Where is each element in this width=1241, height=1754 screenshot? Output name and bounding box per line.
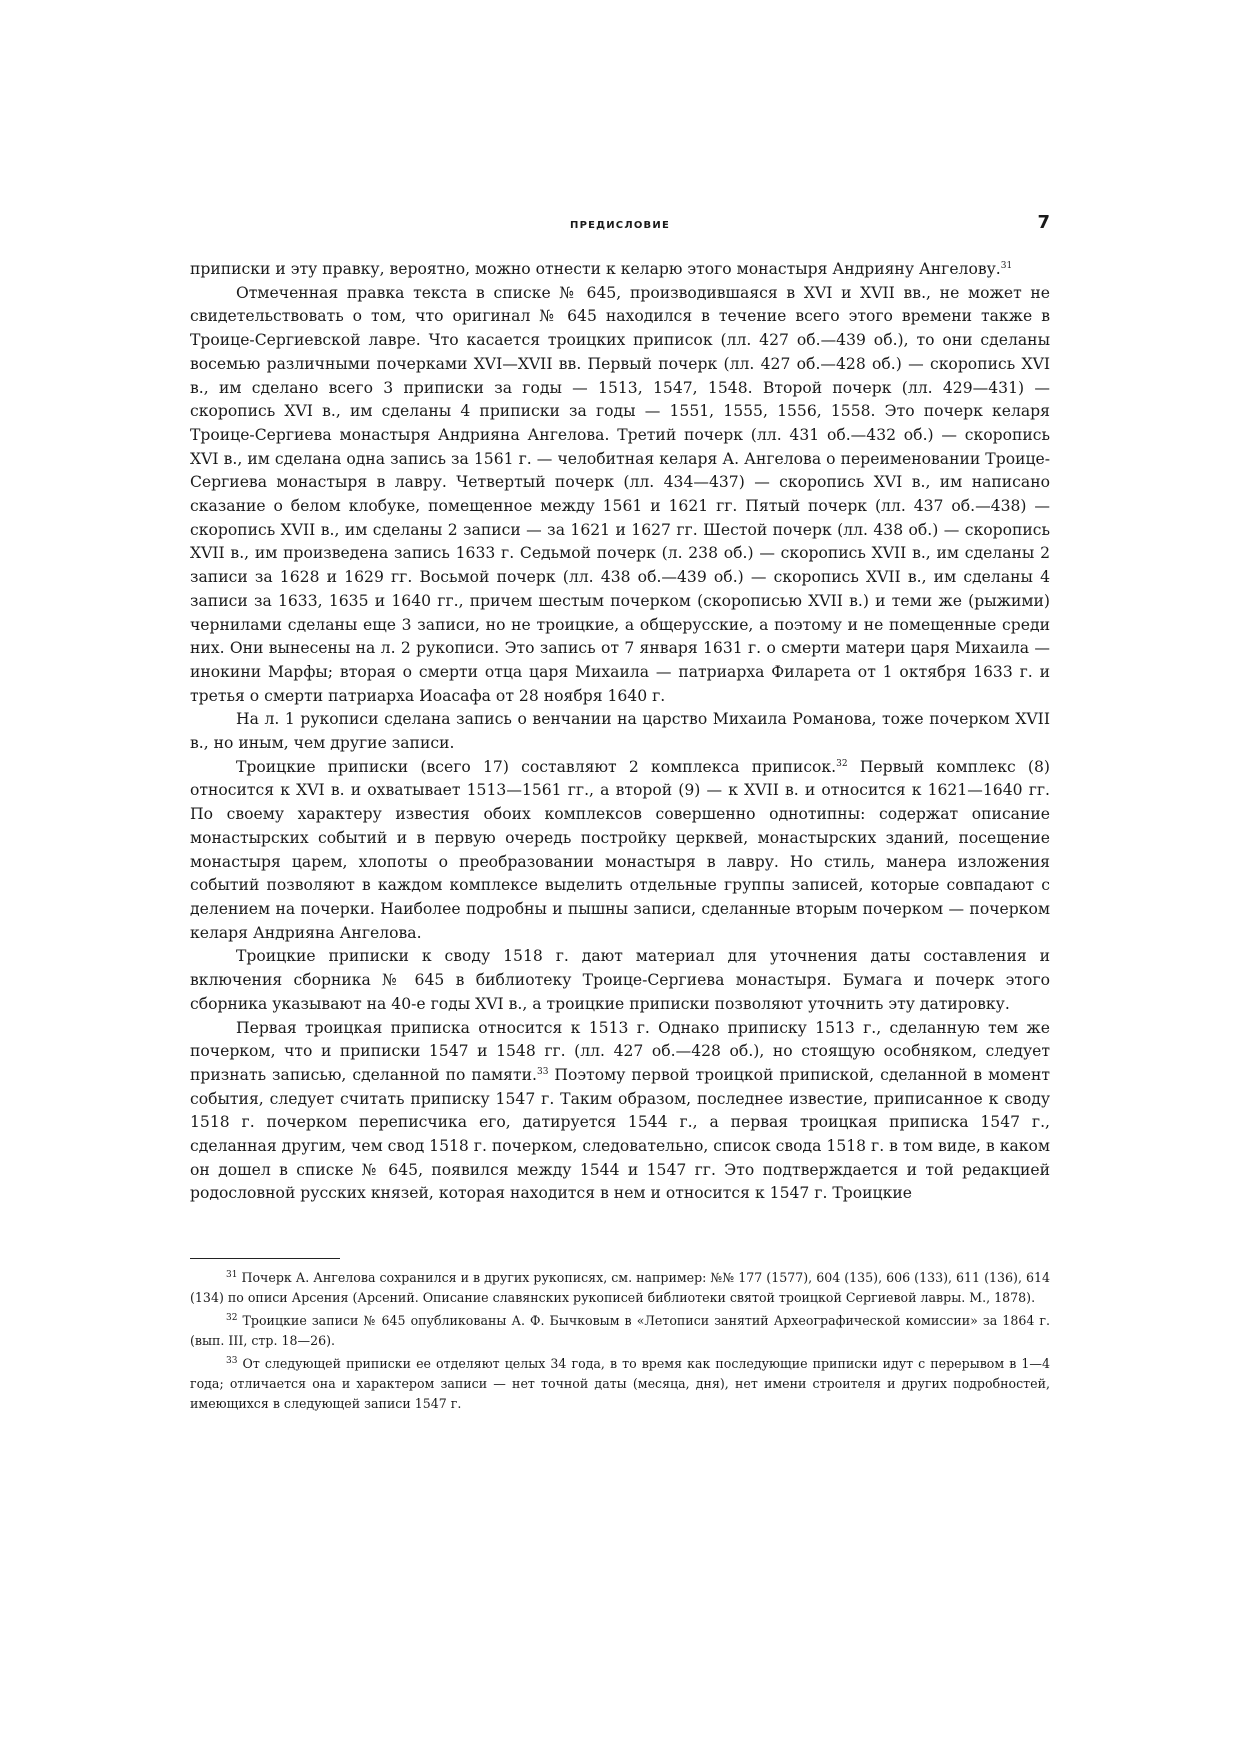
footnote-ref: 33: [536, 1066, 549, 1077]
page-header: [190, 212, 1050, 242]
footnote: $^{32}$ Троицкие записи № 645 опубликованы А. Ф. Бычковым в «Летописи занятий Археографической комиссии» за 1864 г. (вып. III, стр. 18—26).: [190, 1312, 1051, 1348]
paragraph: Первая троицкая приписка относится к 1513 г. Однако приписку 1513 г., сделанную тем же почерком, что и приписки 1547 и 1548 гг. (лл. 427 об.—428 об.), но стоящую особняком, следует признать записью, сделанной по памяти.$^{33}$ Поэтому первой троицкой припиской, сделанной в момент события, следует считать приписку 1547 г. Таким образом, последнее известие, приписанное к своду 1518 г. почерком переписчика его, датируется 1544 г., а первая троицкая приписка 1547 г., сделанная другим, чем свод 1518 г. почерком, следовательно, список свода 1518 г. в том виде, в каком он дошел в списке № 645, появился между 1544 и 1547 гг. Это подтверждается и той редакцией родословной русских князей, которая находится в нем и относится к 1547 г. Троицкие: [190, 1018, 1050, 1203]
footnote-ref: 32: [836, 758, 848, 769]
footnote-mark: 32: [226, 1312, 238, 1323]
footnote: $^{33}$ От следующей приписки ее отделяют целых 34 года, в то время как последующие приписки идут с перерывом в 1—4 года; отличается она и характером записи — нет точной даты (месяца, дня), нет имени строителя и других подробностей, имеющихся в следующей записи 1547 г.: [190, 1355, 1050, 1411]
paragraph: Отмеченная правка текста в списке № 645, производившаяся в XVI и XVII вв., не может не свидетельствовать о том, что оригинал № 645 находился в течение всего этого времени также в Троице-Сергиевской лавре. Что касается троицких приписок (лл. 427 об.—439 об.), то они сделаны восемью различными почерками XVI—XVII вв. Первый почерк (лл. 427 об.—428 об.) — скоропись XVI в., им сделано всего 3 приписки за годы — 1513, 1547, 1548. Второй почерк (лл. 429—431) — скоропись XVI в., им сделаны 4 приписки за годы — 1551, 1555, 1556, 1558. Это почерк келаря Троице-Сергиева монастыря Андрияна Ангелова. Третий почерк (лл. 431 об.—432 об.) — скоропись XVI в., им сделана одна запись за 1561 г. — челобитная келаря А. Ангелова о переименовании Троице-Сергиева монастыря в лавру. Четвертый почерк (лл. 434—437) — скоропись XVI в., им написано сказание о белом клобуке, помещенное между 1561 и 1621 гг. Пятый почерк (лл. 437 об.—438) — скоропись XVII в., им сделаны 2 записи — за 1621 и 1627 гг. Шестой почерк (лл. 438 об.) — скоропись XVII в., им произведена запись 1633 г. Седьмой почерк (л. 238 об.) — скоропись XVII в., им сделаны 2 записи за 1628 и 1629 гг. Восьмой почерк (лл. 438 об.—439 об.) — скоропись XVII в., им сделаны 4 записи за 1633, 1635 и 1640 гг., причем шестым почерком (скорописью XVII в.) и теми же (рыжими) чернилами сделаны еще 3 записи, но не троицкие, а общерусские, а поэтому и не помещенные среди них. Они вынесены на л. 2 рукописи. Это запись от 7 января 1631 г. о смерти матери царя Михаила — инокини Марфы; вторая о смерти отца царя Михаила — патриарха Филарета от 1 октября 1633 г. и третья о смерти патриарха Иоасафа от 28 ноября 1640 г.: [190, 283, 1050, 705]
footnote-mark: 31: [226, 1269, 238, 1280]
footnote-ref: 31: [1000, 260, 1013, 271]
main-text: [190, 258, 1050, 1206]
paragraph: Троицкие приписки (всего 17) составляют 2 комплекса приписок.$^{32}$ Первый комплекс (8) относится к XVI в. и охватывает 1513—1561 гг., а второй (9) — к XVII в. и относится к 1621—1640 гг. По своему характеру известия обоих комплексов совершенно однотипны: содержат описание монастырских событий и в первую очередь постройку церквей, монастырских зданий, посещение монастыря царем, хлопоты о преобразовании монастыря в лавру. Но стиль, манера изложения событий позволяют в каждом комплексе выделить отдельные группы записей, которые совпадают с делением на почерки. Наиболее подробны и пышны записи, сделанные вторым почерком — почерком келаря Андрияна Ангелова.: [190, 757, 1050, 942]
footnotes: [190, 1268, 1050, 1417]
running-title: ПРЕДИСЛОВИЕ: [570, 220, 670, 231]
paragraph: приписки и эту правку, вероятно, можно отнести к келарю этого монастыря Андрияну Ангелову.$^{31}$: [190, 260, 1013, 278]
paragraph: На л. 1 рукописи сделана запись о венчании на царство Михаила Романова, тоже почерком XVII в., но иным, чем другие записи.: [190, 710, 1050, 753]
paragraph: Троицкие приписки к своду 1518 г. дают материал для уточнения даты составления и включения сборника № 645 в библиотеку Троице-Сергиева монастыря. Бумага и почерк этого сборника указывают на 40-е годы XVI в., а троицкие приписки позволяют уточнить эту датировку.: [190, 947, 1050, 1013]
page-number: 7: [1037, 212, 1050, 233]
footnote-divider: [190, 1258, 340, 1259]
footnote: $^{31}$ Почерк А. Ангелова сохранился и в других рукописях, см. например: №№ 177 (1577), 604 (135), 606 (133), 611 (136), 614 (134) по описи Арсения (Арсений. Описание славянских рукописей библиотеки святой троицкой Сергиевой лавры. М., 1878).: [190, 1269, 1050, 1305]
footnote-mark: 33: [226, 1355, 238, 1366]
